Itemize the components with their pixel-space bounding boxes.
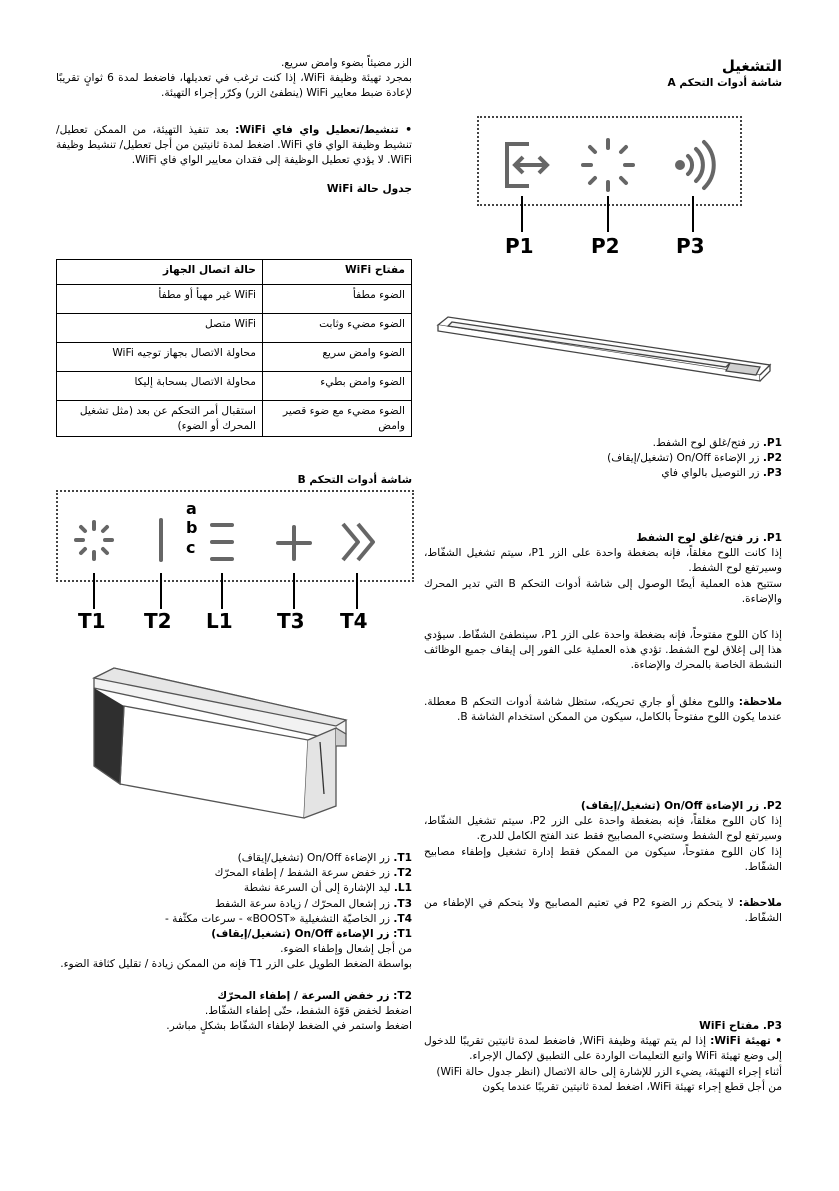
table-cell: WiFi متصل — [57, 314, 263, 343]
t1-para1: من أجل إشعال وإطفاء الضوء. — [280, 943, 412, 956]
hood-panel-illustration — [430, 305, 780, 395]
light-icon — [76, 522, 112, 559]
table-cell: الضوء مضيء مع ضوء قصير وامض — [262, 401, 411, 437]
p3-setup: • تهيئة WiFi: إذا لم يتم تهيئة وظيفة WiFi, فاضغط لمدة ثانيتين تقريبًا للدخول إلى وضع تهيئة WiFi واتبع التعليمات الواردة على التطبيق لإكمال الإجراء. — [424, 1035, 782, 1063]
table-cell: الضوء مضيء وثابت — [262, 314, 411, 343]
boost-chevrons-icon — [343, 524, 373, 560]
p3-para2: أثناء إجراء التهيئة، يضيء الزر للإشارة إلى حالة الاتصال (انظر جدول حالة WiFi) — [436, 1065, 782, 1078]
p2-para2: إذا كان اللوح مفتوحاً، سيكون من الممكن فقط إدارة تشغيل وإطفاء مصابيح الشفّاط. — [424, 845, 782, 873]
table-cell: الضوء وامض سريع — [262, 343, 411, 372]
panel-a-heading: شاشة أدوات التحكم A — [667, 77, 782, 89]
table-header: مفتاح WiFi — [262, 260, 411, 285]
l1-pointer — [221, 573, 223, 609]
p1-para3: إذا كان اللوح مفتوحاً، فإنه بضغطة واحدة على الزر P1، سينطفئ الشفّاط. سيؤدي هذا إلى إغلاق لوح الشفط. تؤدي هذه العملية على الفور إلى إيقاف جميع الوظائف النشطة الخاصة بالمحرك والإضاءة. — [424, 629, 782, 672]
plus-icon — [278, 527, 310, 559]
legend-p2: P2. زر الإضاءة On/Off (تشغيل/إيقاف) — [607, 452, 782, 465]
panel-a-legend — [424, 436, 782, 482]
p3-heading: P3. مفتاح WiFi — [699, 1020, 782, 1032]
control-panel-b-icons — [56, 490, 414, 582]
table-cell: الضوء مطفأ — [262, 285, 411, 314]
control-panel-a-icons — [477, 116, 742, 216]
t4-pointer — [356, 573, 358, 609]
table-cell: WiFi غير مهيأ أو مطفأ — [57, 285, 263, 314]
table-cell: محاولة الاتصال بجهاز توجيه WiFi — [57, 343, 263, 372]
p3-para3: من أجل قطع إجراء تهيئة WiFi، اضغط لمدة ثانيتين تقريبًا عندما يكون — [482, 1080, 782, 1093]
p1-para1: إذا كانت اللوح مغلقاً، فإنه بضغطة واحدة على الزر P1، سيتم تشغيل الشفّاط، وسيرتفع لوح الشفط. — [424, 547, 782, 575]
wifi-cont-1: الزر مضيئاً بضوء وامض سريع. — [280, 57, 412, 69]
table-cell: الضوء وامض بطيء — [262, 372, 411, 401]
label-p2: P2 — [591, 234, 620, 258]
section-title: التشغيل — [721, 57, 782, 75]
hood-raised-illustration — [84, 666, 369, 826]
t2-para1: اضغط لخفض قوّة الشفط، حتّى إطفاء الشفّاط. — [204, 1004, 412, 1017]
panel-b-heading: شاشة أدوات التحكم B — [297, 474, 412, 486]
t3-pointer — [293, 573, 295, 609]
panel-b-legend — [56, 851, 412, 1034]
label-t2: T2 — [144, 609, 172, 633]
label-t3: T3 — [277, 609, 305, 633]
table-header: حالة اتصال الجهاز — [57, 260, 263, 285]
t2-para2: اضغط واستمر في الضغط لإطفاء الشفّاط بشكلٍ مباشر. — [166, 1020, 412, 1033]
speed-a: a — [186, 499, 197, 518]
label-t4: T4 — [340, 609, 368, 633]
p3-section — [424, 1019, 782, 1095]
label-l1: L1 — [206, 609, 233, 633]
wifi-icon — [677, 142, 714, 188]
note-1: ملاحظة: واللوح مغلق أو جاري تحريكه، ستظل شاشة أدوات التحكم B معطلة. عندما يكون اللوح مفتوحاً بالكامل، سيكون من الممكن استخدام الشاشة B. — [424, 695, 782, 723]
wifi-toggle: • تنشيط/تعطيل واي فاي WiFi: بعد تنفيذ التهيئة، من الممكن تعطيل/ تنشيط وظيفة الواي فاي WiFi. اضغط لمدة ثانيتين من أجل تعطيل/ تنشيط وظيفة WiFi. لا يؤدي تعطيل الوظيفة إلى فقدان معايير الواي فاي WiFi. — [56, 123, 413, 167]
table-row — [57, 401, 412, 437]
t1-heading: T1: زر الإضاءة On/Off (تشغيل/إيقاف) — [211, 928, 412, 941]
p2-heading: P2. زر الإضاءة On/Off (تشغيل/إيقاف) — [580, 800, 782, 812]
t1-para2: بواسطة الضغط الطويل على الزر T1 فإنه من الممكن زيادة / تقليل كثافة الضوء. — [60, 958, 412, 971]
p1-para2: ستتيح هذه العملية أيضًا الوصول إلى شاشة أدوات التحكم B التي تدير المحرك والإضاءة. — [424, 577, 782, 605]
note-2: ملاحظة: لا يتحكم زر الضوء P2 في تعتيم المصابيح ولا يتحكم في الإطفاء من الشفّاط. — [424, 897, 782, 925]
table-row — [57, 314, 412, 343]
p1-heading: P1. زر فتح/غلق لوح الشفط — [636, 532, 782, 544]
p1-section — [424, 531, 782, 725]
table-cell: محاولة الاتصال بسحابة إليكا — [57, 372, 263, 401]
p1-pointer — [521, 196, 523, 232]
p2-pointer — [607, 196, 609, 232]
t2-pointer — [160, 573, 162, 609]
legend-t3: T3. زر إشعال المحرّك / زيادة سرعة الشفط — [215, 897, 412, 910]
wifi-table-title: جدول حالة WiFi — [326, 183, 412, 196]
t1-pointer — [93, 573, 95, 609]
p2-para1: إذا كان اللوح مغلقاً، فإنه بضغطة واحدة على الزر P2، سيتم تشغيل الشفّاط، وسيرتفع لوح الشفط وستضيء المصابيح فقط عند الفتح الكامل للدرج. — [424, 815, 782, 843]
table-row — [57, 285, 412, 314]
label-p1: P1 — [505, 234, 534, 258]
speed-b: b — [186, 518, 198, 537]
p3-pointer — [692, 196, 694, 232]
label-p3: P3 — [676, 234, 705, 258]
legend-p3: P3. زر التوصيل بالواي فاي — [661, 467, 782, 480]
legend-t2: T2. زر خفض سرعة الشفط / إطفاء المحرّك — [214, 867, 412, 880]
table-row — [57, 372, 412, 401]
legend-t1: T1. زر الإضاءة On/Off (تشغيل/إيقاف) — [237, 852, 412, 864]
legend-t4: T4. زر الخاصيّة التشغيلية «BOOST» - سرعات مكثّفة - — [164, 912, 412, 925]
label-t1: T1 — [78, 609, 106, 633]
table-cell: استقبال أمر التحكم عن بعد (مثل تشغيل المحرك أو الضوء) — [57, 401, 263, 437]
legend-l1: L1. ليد الإشارة إلى أن السرعة نشطة — [243, 882, 412, 895]
p2-section — [424, 799, 782, 926]
lift-panel-icon — [507, 144, 547, 186]
speed-level-icon — [212, 525, 232, 559]
wifi-status-table — [56, 259, 412, 437]
table-header-row — [57, 260, 412, 285]
wifi-cont-2: بمجرد تهيئة وظيفة WiFi، إذا كنت ترغب في تعديلها، فاضغط لمدة 6 ثوانٍ تقريبًا لإعادة ضبط معايير WiFi (ينطفئ الزر) وكرّر إجراء التهيئة. — [56, 72, 412, 100]
legend-p1: P1. زر فتح/غلق لوح الشفط. — [652, 437, 782, 449]
light-icon — [583, 140, 633, 190]
left-column-top — [56, 56, 412, 197]
right-column-top — [424, 56, 782, 91]
t2-heading: T2: زر خفض السرعة / إطفاء المحرّك — [217, 989, 412, 1002]
table-row — [57, 343, 412, 372]
speed-c: c — [186, 538, 196, 557]
